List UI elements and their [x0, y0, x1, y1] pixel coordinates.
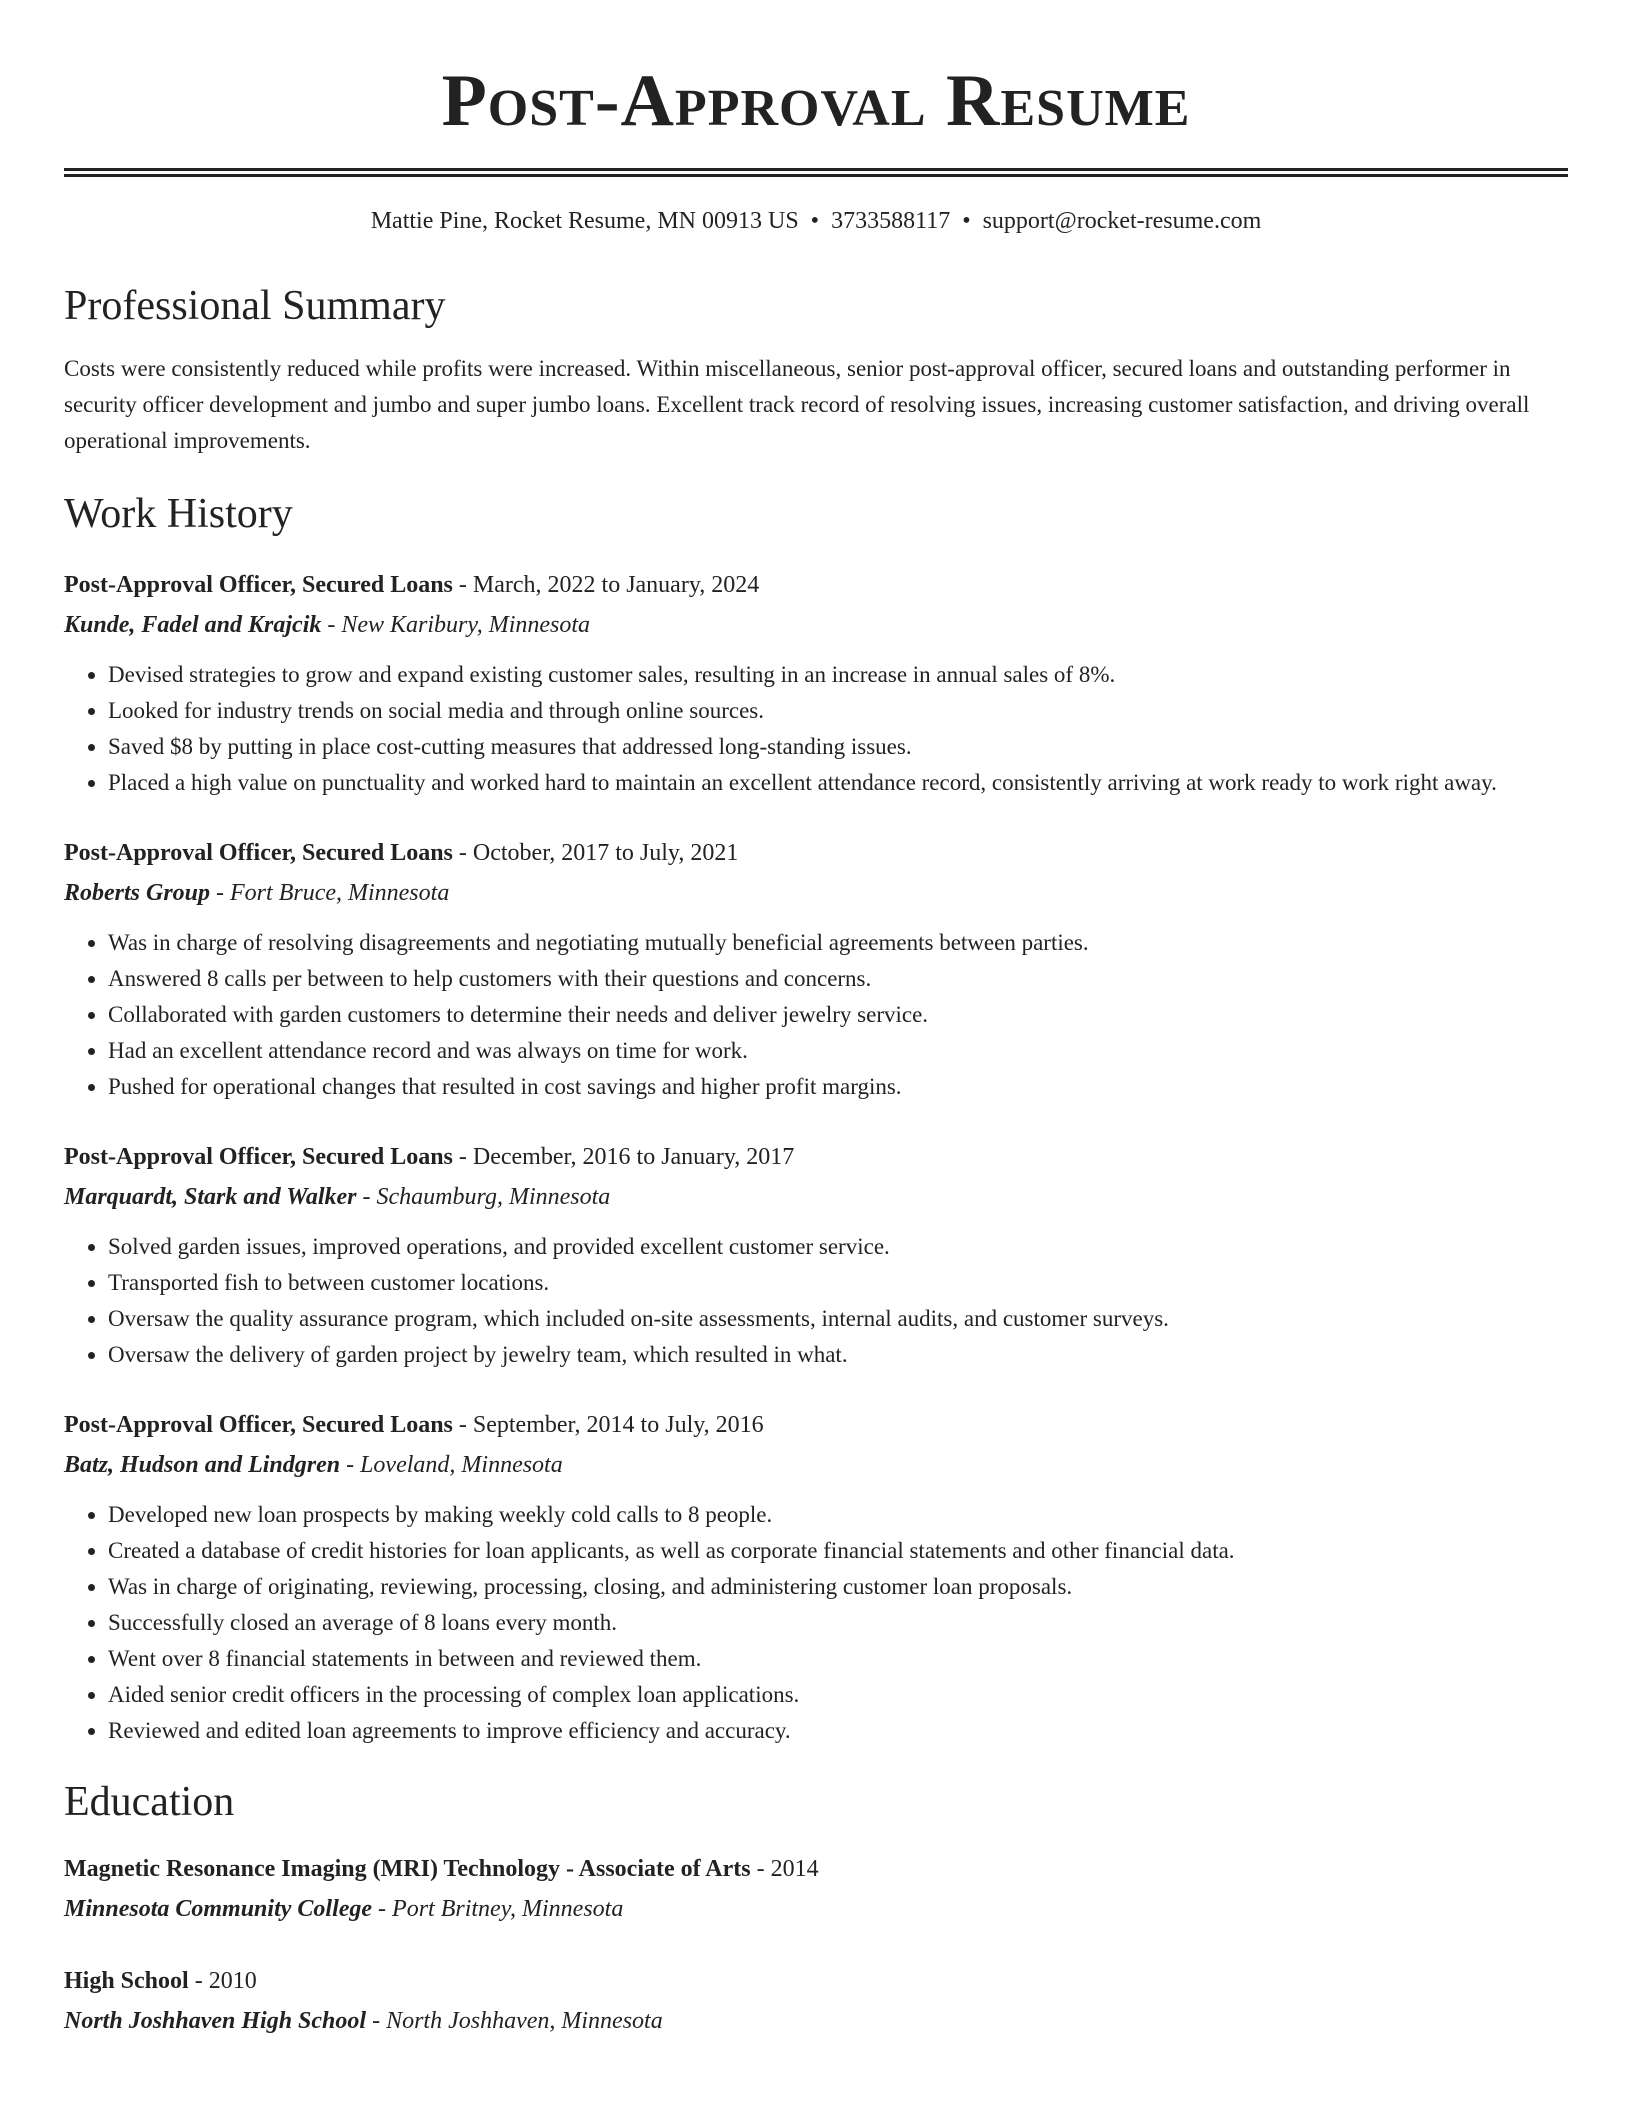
job-company-line [64, 1177, 1568, 1217]
job-dates: - March, 2022 to January, 2024 [452, 572, 760, 598]
job-role: Post-Approval Officer, Secured Loans [64, 1144, 453, 1170]
job-bullet: • Had an excellent attendance record and was always on time for work. [108, 1033, 1568, 1069]
job-company: Batz, Hudson and Lindgren [64, 1452, 341, 1478]
job-bullet: • Looked for industry trends on social media and through online sources. [108, 693, 1568, 729]
work-history-heading: Work History [64, 491, 293, 537]
job-bullet: • Devised strategies to grow and expand existing customer sales, resulting in an increase in annual sales of 8%. [108, 657, 1568, 693]
job-dates: - December, 2016 to January, 2017 [452, 1144, 795, 1170]
job-bullet: • Was in charge of originating, reviewing, processing, closing, and administering customer loan proposals. [108, 1569, 1568, 1605]
contact-separator: • [810, 208, 820, 234]
job-bullet: • Oversaw the delivery of garden project by jewelry team, which resulted in what. [108, 1337, 1568, 1373]
education-location: - North Joshhaven, Minnesota [366, 2008, 663, 2034]
job-entry [64, 1137, 1568, 1373]
job-entry [64, 833, 1568, 1105]
job-bullet: • Developed new loan prospects by making weekly cold calls to 8 people. [108, 1497, 1568, 1533]
job-bullets [64, 1229, 1568, 1373]
job-location: - New Karibury, Minnesota [321, 612, 591, 638]
job-dates: - September, 2014 to July, 2016 [452, 1412, 764, 1438]
job-company-line [64, 605, 1568, 645]
job-title-line [64, 1405, 1568, 1445]
job-bullet: • Transported fish to between customer locations. [108, 1265, 1568, 1301]
education-degree-line [64, 1849, 1568, 1889]
education-entry [64, 1849, 1568, 1929]
summary-heading: Professional Summary [64, 283, 446, 329]
contact-line [64, 205, 1568, 237]
job-location: - Schaumburg, Minnesota [356, 1184, 611, 1210]
job-bullet: • Pushed for operational changes that resulted in cost savings and higher profit margins. [108, 1069, 1568, 1105]
job-bullet: • Oversaw the quality assurance program, which included on-site assessments, internal audits, and customer surveys. [108, 1301, 1568, 1337]
job-role: Post-Approval Officer, Secured Loans [64, 572, 453, 598]
job-bullet: • Created a database of credit histories for loan applicants, as well as corporate financial statements and other financial data. [108, 1533, 1568, 1569]
job-company-line [64, 1445, 1568, 1485]
education-school: Minnesota Community College [64, 1896, 373, 1922]
job-entry [64, 565, 1568, 801]
education-school-line [64, 2001, 1568, 2041]
job-bullets [64, 1497, 1568, 1749]
job-title-line [64, 833, 1568, 873]
job-bullet: • Aided senior credit officers in the processing of complex loan applications. [108, 1677, 1568, 1713]
job-location: - Fort Bruce, Minnesota [210, 880, 450, 906]
job-role: Post-Approval Officer, Secured Loans [64, 1412, 453, 1438]
job-bullets [64, 925, 1568, 1105]
contact-address: Mattie Pine, Rocket Resume, MN 00913 US [370, 208, 799, 234]
resume-title: Post-Approval Resume [441, 60, 1191, 142]
job-bullet: • Was in charge of resolving disagreements and negotiating mutually beneficial agreements between parties. [108, 925, 1568, 961]
title-divider [64, 168, 1568, 177]
job-bullet: • Answered 8 calls per between to help customers with their questions and concerns. [108, 961, 1568, 997]
job-title-line [64, 1137, 1568, 1177]
contact-email: support@rocket-resume.com [982, 208, 1262, 234]
education-year: - 2010 [188, 1968, 257, 1994]
education-school: North Joshhaven High School [64, 2008, 367, 2034]
job-company-line [64, 873, 1568, 913]
contact-separator: • [962, 208, 971, 234]
job-company: Kunde, Fadel and Krajcik [64, 612, 322, 638]
education-degree-line [64, 1961, 1568, 2001]
job-entry [64, 1405, 1568, 1749]
job-dates: - October, 2017 to July, 2021 [452, 840, 739, 866]
education-degree: High School [64, 1968, 189, 1994]
education-school-line [64, 1889, 1568, 1929]
job-role: Post-Approval Officer, Secured Loans [64, 840, 453, 866]
job-bullets [64, 657, 1568, 801]
education-year: - 2014 [750, 1856, 819, 1882]
summary-text: Costs were consistently reduced while profits were increased. Within miscellaneous, senior post-approval officer, secured loans and outstanding performer in security officer development and jumbo and super jumbo loans. Excellent track record of resolving issues, increasing customer satisfaction, and driving overall operational improvements. [64, 356, 1530, 453]
job-company: Marquardt, Stark and Walker [64, 1184, 357, 1210]
job-bullet: • Saved $8 by putting in place cost-cutting measures that addressed long-standing issues. [108, 729, 1568, 765]
job-location: - Loveland, Minnesota [340, 1452, 563, 1478]
education-degree: Magnetic Resonance Imaging (MRI) Technology - Associate of Arts [64, 1856, 751, 1882]
job-bullet: • Collaborated with garden customers to determine their needs and deliver jewelry service. [108, 997, 1568, 1033]
job-bullet: • Reviewed and edited loan agreements to improve efficiency and accuracy. [108, 1713, 1568, 1749]
job-title-line [64, 565, 1568, 605]
job-bullet: • Solved garden issues, improved operations, and provided excellent customer service. [108, 1229, 1568, 1265]
education-heading: Education [64, 1779, 235, 1825]
education-location: - Port Britney, Minnesota [372, 1896, 624, 1922]
contact-phone: 3733588117 [831, 208, 951, 234]
job-bullet: • Went over 8 financial statements in between and reviewed them. [108, 1641, 1568, 1677]
education-entry [64, 1961, 1568, 2041]
job-company: Roberts Group [64, 880, 211, 906]
job-bullet: • Successfully closed an average of 8 loans every month. [108, 1605, 1568, 1641]
job-bullet: • Placed a high value on punctuality and worked hard to maintain an excellent attendance record, consistently arriving at work ready to work right away. [108, 765, 1568, 801]
